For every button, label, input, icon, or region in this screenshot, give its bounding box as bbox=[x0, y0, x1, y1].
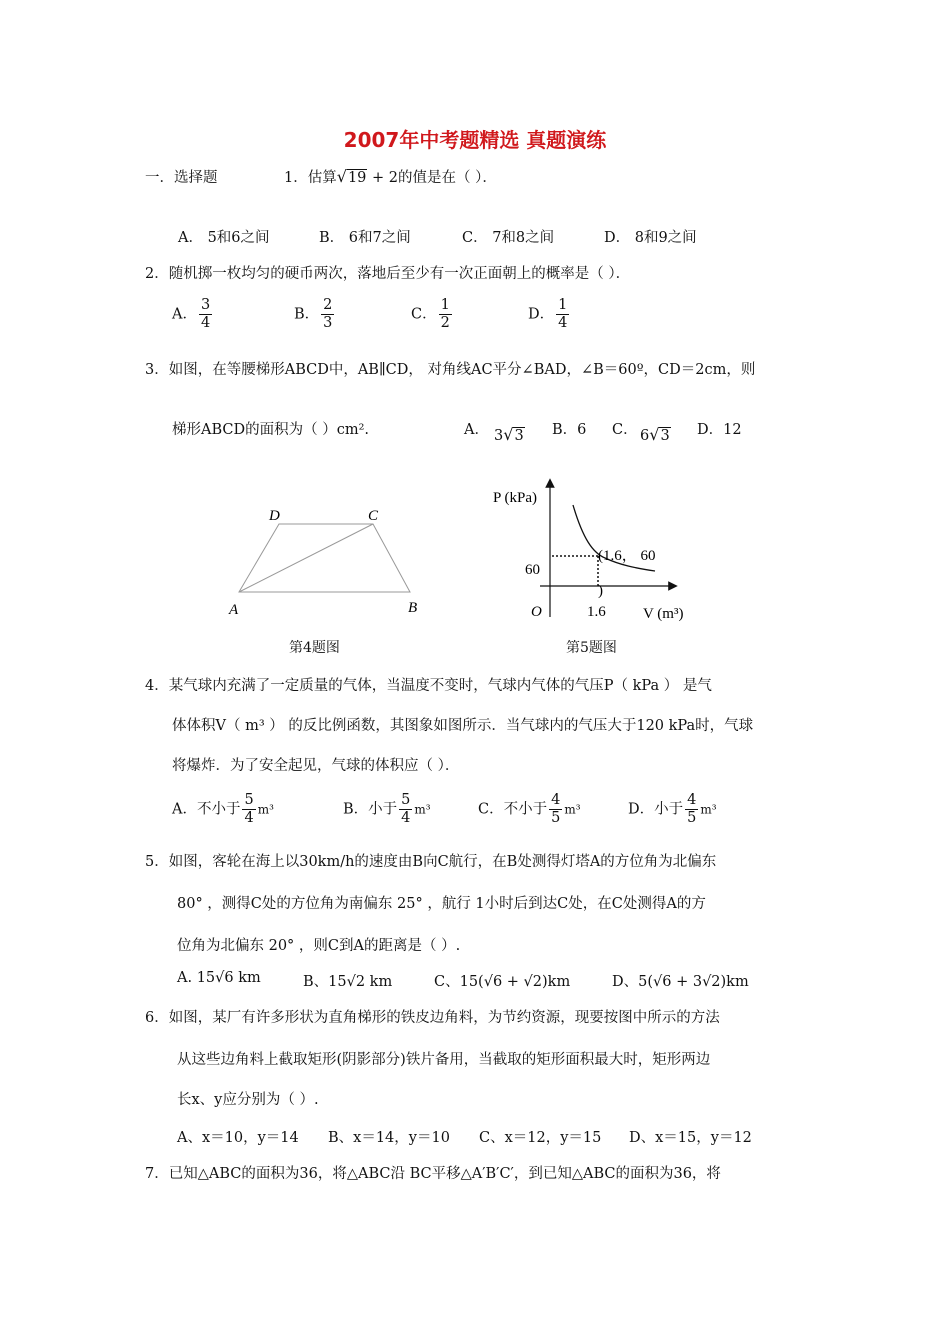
point-close-paren: ) bbox=[598, 583, 603, 599]
q4-option-d-label: D．小于 bbox=[628, 801, 684, 818]
q4-option-c bbox=[478, 792, 581, 827]
q1-option-b: B． 6和7之间 bbox=[319, 230, 411, 246]
radicand: 3 bbox=[514, 428, 524, 444]
trapezoid-outline bbox=[239, 524, 410, 592]
q2-option-b-fraction bbox=[321, 297, 334, 332]
q1-stem-before: 1．估算 bbox=[284, 170, 337, 186]
q2-option-d-fraction bbox=[556, 297, 569, 332]
denominator: 4 bbox=[401, 810, 411, 826]
x-axis-label: V (m³) bbox=[643, 606, 684, 622]
q1-stem-after: 的值是在（ ）． bbox=[397, 170, 497, 186]
q1-stem bbox=[284, 166, 497, 187]
q6-line1: 6．如图，某厂有许多形状为直角梯形的铁皮边角料，为节约资源，现要按图中所示的方法 bbox=[145, 1010, 720, 1026]
q3-option-c-value bbox=[640, 426, 671, 444]
vertex-label-d: D bbox=[269, 508, 280, 524]
q4-option-b-fraction bbox=[399, 792, 412, 827]
origin-label: O bbox=[531, 604, 542, 620]
q4-line2: 体体积V（ m³ ） 的反比例函数，其图象如图所示．当气球内的气压大于120 kPa时，气球 bbox=[172, 718, 754, 734]
q4-line3: 将爆炸．为了安全起见，气球的体积应（ ）． bbox=[172, 758, 460, 774]
coefficient: 6 bbox=[640, 428, 650, 444]
radical: √ 3 bbox=[503, 425, 524, 444]
vertex-label-a: A bbox=[229, 602, 239, 618]
q3-stem: 3．如图，在等腰梯形ABCD中，AB∥CD， 对角线AC平分∠BAD，∠B＝60º，CD＝2cm，则 bbox=[145, 362, 756, 378]
q5-line3: 位角为北偏东 20° ，则C到A的距离是（ ）. bbox=[177, 938, 461, 954]
q6-option-d: D、x＝15，y＝12 bbox=[629, 1130, 752, 1146]
numerator: 4 bbox=[551, 792, 561, 808]
q5-option-c: C、15(√6 + √2)km bbox=[434, 974, 571, 990]
q1-radical: √ 19 bbox=[336, 167, 367, 186]
q3-option-d: D．12 bbox=[697, 422, 742, 438]
figure-4-caption: 第4题图 bbox=[289, 640, 340, 656]
q2-option-c-fraction bbox=[439, 297, 452, 332]
q3-option-a-value bbox=[494, 426, 525, 444]
q3-option-a-label: A． bbox=[464, 422, 489, 438]
q4-option-c-fraction bbox=[549, 792, 562, 827]
q2-option-c-label: C． bbox=[411, 306, 437, 323]
numerator: 1 bbox=[440, 297, 450, 313]
numerator: 1 bbox=[558, 297, 568, 313]
page-title: 2007年中考题精选 真题演练 bbox=[343, 128, 607, 152]
q7-line1: 7．已知△ABC的面积为36，将△ABC沿 BC平移△A′B′C′，到已知△ABC的面积为36，将 bbox=[145, 1166, 721, 1182]
q6-option-a: A、x＝10，y＝14 bbox=[177, 1130, 299, 1146]
denominator: 4 bbox=[558, 315, 568, 331]
denominator: 4 bbox=[244, 810, 254, 826]
q4-line1: 4．某气球内充满了一定质量的气体，当温度不变时，气球内气体的气压P（ kPa ） 是气 bbox=[145, 678, 712, 694]
q2-stem: 2．随机掷一枚均匀的硬币两次，落地后至少有一次正面朝上的概率是（ ）． bbox=[145, 266, 631, 282]
denominator: 3 bbox=[323, 315, 333, 331]
q5-line1: 5．如图，客轮在海上以30km/h的速度由B向C航行，在B处测得灯塔A的方位角为北偏东 bbox=[145, 854, 717, 870]
q2-option-b bbox=[294, 297, 336, 332]
q3-line2: 梯形ABCD的面积为（ ）cm². bbox=[172, 422, 370, 438]
q3-option-c-label: C． bbox=[612, 422, 638, 438]
numerator: 5 bbox=[244, 792, 254, 808]
q4-option-a-label: A．不小于 bbox=[172, 801, 241, 818]
q4-option-c-label: C．不小于 bbox=[478, 801, 548, 818]
q5-option-d: D、5(√6 + 3√2)km bbox=[612, 974, 749, 990]
denominator: 5 bbox=[687, 810, 697, 826]
q2-option-b-label: B． bbox=[294, 306, 320, 323]
vertex-label-b: B bbox=[408, 600, 418, 616]
figure-5-caption: 第5题图 bbox=[566, 640, 617, 656]
q2-option-d-label: D． bbox=[528, 306, 555, 323]
numerator: 3 bbox=[200, 297, 211, 313]
q6-line3: 长x、y应分别为（ ）. bbox=[177, 1092, 319, 1108]
denominator: 4 bbox=[200, 315, 211, 331]
unit: m³ bbox=[414, 802, 431, 817]
y-axis-label: P (kPa) bbox=[493, 490, 538, 506]
q1-option-c: C． 7和8之间 bbox=[462, 230, 555, 246]
coefficient: 3 bbox=[494, 428, 504, 444]
q3-option-b: B．6 bbox=[552, 422, 587, 438]
denominator: 5 bbox=[551, 810, 561, 826]
q2-option-c bbox=[411, 297, 454, 332]
unit: m³ bbox=[700, 802, 717, 817]
numerator: 5 bbox=[401, 792, 411, 808]
point-label: (1.6， 60 bbox=[598, 548, 656, 564]
numerator: 4 bbox=[687, 792, 697, 808]
x-tick-label: 1.6 bbox=[587, 604, 606, 620]
section-heading: 一．选择题 bbox=[145, 170, 218, 186]
q6-line2: 从这些边角料上截取矩形(阴影部分)铁片备用，当截取的矩形面积最大时，矩形两边 bbox=[177, 1052, 711, 1068]
q4-option-a bbox=[172, 792, 274, 827]
q4-option-a-fraction bbox=[242, 792, 255, 827]
q4-option-d-fraction bbox=[685, 792, 698, 827]
radical: √ 3 bbox=[649, 425, 670, 444]
q5-option-b: B、15√2 km bbox=[303, 974, 393, 990]
q2-option-a bbox=[172, 297, 214, 332]
denominator: 2 bbox=[440, 315, 450, 331]
figure-5-graph bbox=[485, 475, 700, 635]
vertex-label-c: C bbox=[368, 508, 379, 524]
q2-option-a-fraction bbox=[199, 297, 212, 332]
q6-option-c: C、x＝12，y＝15 bbox=[479, 1130, 602, 1146]
unit: m³ bbox=[257, 802, 274, 817]
q4-option-d bbox=[628, 792, 717, 827]
q2-option-d bbox=[528, 297, 571, 332]
q5-option-a: A. 15√6 km bbox=[177, 970, 261, 986]
radicand: 3 bbox=[660, 428, 670, 444]
q1-option-a: A． 5和6之间 bbox=[178, 230, 270, 246]
q1-radicand: 19 bbox=[347, 170, 367, 186]
q1-option-d: D． 8和9之间 bbox=[604, 230, 697, 246]
unit: m³ bbox=[564, 802, 581, 817]
numerator: 2 bbox=[323, 297, 333, 313]
q1-plus: + 2 bbox=[367, 170, 398, 186]
y-tick-label: 60 bbox=[525, 562, 540, 578]
q4-option-b bbox=[343, 792, 431, 827]
q2-option-a-label: A． bbox=[172, 306, 197, 323]
q4-option-b-label: B．小于 bbox=[343, 801, 398, 818]
q5-line2: 80° ，测得C处的方位角为南偏东 25° ，航行 1小时后到达C处，在C处测得A的方 bbox=[177, 896, 706, 912]
q6-option-b: B、x＝14，y＝10 bbox=[328, 1130, 450, 1146]
figure-4-trapezoid bbox=[225, 500, 435, 625]
